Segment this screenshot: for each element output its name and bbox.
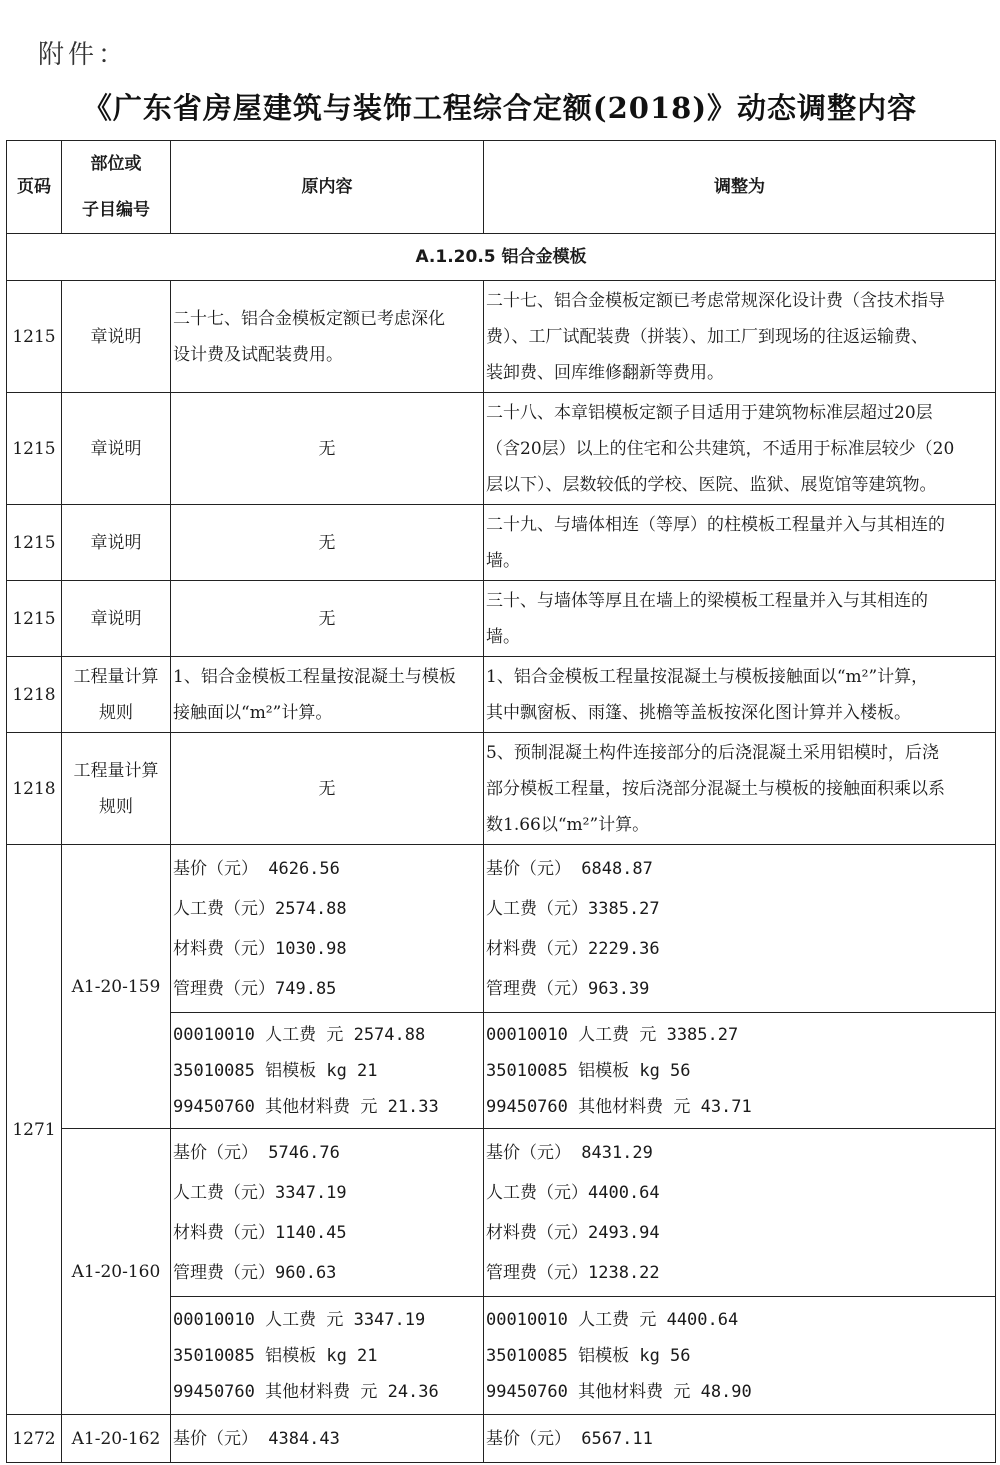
table-row [7,505,996,581]
code-cell: A1-20-160 [62,1129,171,1415]
adjusted-cell: 二十九、与墙体相连（等厚）的柱模板工程量并入与其相连的 墙。 [484,505,996,581]
page-cell: 1215 [7,581,62,657]
part-cell: 章说明 [62,281,171,393]
original-cell: 无 [171,733,484,845]
original-cell: 无 [171,393,484,505]
section-title: A.1.20.5 铝合金模板 [7,234,996,281]
part-cell: 章说明 [62,393,171,505]
original-cell: 二十七、铝合金模板定额已考虑深化 设计费及试配装费用。 [171,281,484,393]
adjustment-table [6,140,996,1463]
adjusted-cell: 三十、与墙体等厚且在墙上的梁模板工程量并入与其相连的 墙。 [484,581,996,657]
table-row [7,581,996,657]
document-title: 《广东省房屋建筑与装饰工程综合定额(2018)》动态调整内容 [82,91,918,125]
page-cell: 1215 [7,505,62,581]
original-materials: 00010010 人工费 元 2574.88 35010085 铝模板 kg 21 99450760 其他材料费 元 21.33 [171,1013,484,1129]
original-cell: 1、铝合金模板工程量按混凝土与模板 接触面以“m²”计算。 [171,657,484,733]
adjusted-cell: 基价（元） 6567.11 [484,1415,996,1463]
adjusted-materials: 00010010 人工费 元 4400.64 35010085 铝模板 kg 56 99450760 其他材料费 元 48.90 [484,1297,996,1415]
code-cell: A1-20-159 [62,845,171,1129]
page-cell: 1215 [7,281,62,393]
adjusted-materials: 00010010 人工费 元 3385.27 35010085 铝模板 kg 56 99450760 其他材料费 元 43.71 [484,1013,996,1129]
adjusted-prices: 基价（元） 8431.29 人工费（元）4400.64 材料费（元）2493.94 管理费（元）1238.22 [484,1129,996,1297]
header-original: 原内容 [171,141,484,234]
table-header-row [7,141,996,234]
adjusted-cell: 二十八、本章铝模板定额子目适用于建筑物标准层超过20层 （含20层）以上的住宅和公共建筑，不适用于标准层较少（20 层以下）、层数较低的学校、医院、监狱、展览馆等建筑物。 [484,393,996,505]
original-cell: 无 [171,505,484,581]
header-part: 部位或 子目编号 [62,141,171,234]
page-cell: 1272 [7,1415,62,1463]
table-row [7,1415,996,1463]
original-prices: 基价（元） 5746.76 人工费（元）3347.19 材料费（元）1140.45 管理费（元）960.63 [171,1129,484,1297]
page-cell: 1218 [7,657,62,733]
header-adjusted: 调整为 [484,141,996,234]
adjusted-cell: 1、铝合金模板工程量按混凝土与模板接触面以“m²”计算， 其中飘窗板、雨篷、挑檐等盖板按深化图计算并入楼板。 [484,657,996,733]
original-cell: 无 [171,581,484,657]
table-row [7,657,996,733]
code-cell: A1-20-162 [62,1415,171,1463]
adjusted-cell: 5、预制混凝土构件连接部分的后浇混凝土采用铝模时，后浇 部分模板工程量，按后浇部分混凝土与模板的接触面积乘以系 数1.66以“m²”计算。 [484,733,996,845]
table-row [7,845,996,1013]
table-row [7,281,996,393]
original-cell: 基价（元） 4384.43 [171,1415,484,1463]
part-cell: 工程量计算 规则 [62,657,171,733]
table-row [7,1129,996,1297]
header-page: 页码 [7,141,62,234]
table-row [7,393,996,505]
adjusted-prices: 基价（元） 6848.87 人工费（元）3385.27 材料费（元）2229.36 管理费（元）963.39 [484,845,996,1013]
original-prices: 基价（元） 4626.56 人工费（元）2574.88 材料费（元）1030.98 管理费（元）749.85 [171,845,484,1013]
section-row [7,234,996,281]
table-row [7,733,996,845]
page-cell: 1215 [7,393,62,505]
adjusted-cell: 二十七、铝合金模板定额已考虑常规深化设计费（含技术指导 费）、工厂试配装费（拼装）、加工厂到现场的往返运输费、 装卸费、回库维修翻新等费用。 [484,281,996,393]
original-materials: 00010010 人工费 元 3347.19 35010085 铝模板 kg 21 99450760 其他材料费 元 24.36 [171,1297,484,1415]
attachment-label: 附件： [38,40,129,70]
part-cell: 章说明 [62,581,171,657]
part-cell: 章说明 [62,505,171,581]
page-cell: 1218 [7,733,62,845]
part-cell: 工程量计算 规则 [62,733,171,845]
page-cell: 1271 [7,845,62,1415]
